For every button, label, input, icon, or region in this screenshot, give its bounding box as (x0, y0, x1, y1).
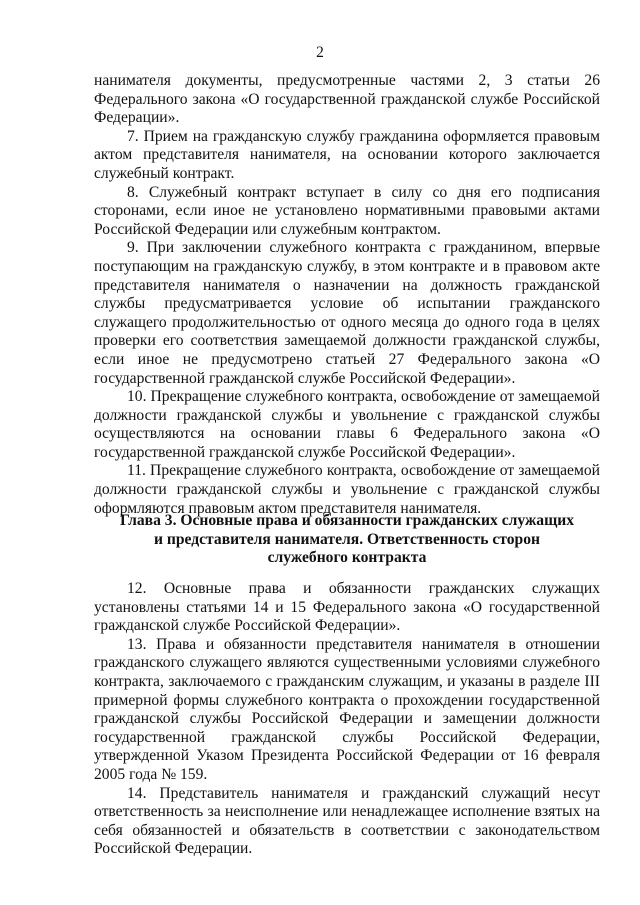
paragraph-item-12: 12. Основные права и обязанности гражданских служащих установлены статьями 14 и 15 Федерального закона «О государственной гражданской службе Российской Федерации». (94, 580, 600, 635)
paragraph-item-11: 11. Прекращение служебного контракта, освобождение от замещаемой должности гражданской службы и увольнение с гражданской службы оформляются правовым актом представителя нанимателя. (94, 462, 600, 517)
chapter-heading-line-2: и представителя нанимателя. Ответственность сторон (153, 530, 541, 548)
chapter-heading-line-1: Глава 3. Основные права и обязанности гражданских служащих (119, 512, 575, 529)
chapter-heading-line-3: служебного контракта (267, 549, 427, 567)
paragraph-item-9: 9. При заключении служебного контракта с гражданином, впервые поступающим на гражданскую службу, в этом контракте и в правовом акте представителя нанимателя о назначении на должность гражданской службы предусматривается условие об испытании гражданского служащего продолжительностью от одного месяца до одного года в целях проверки его соответствия замещаемой должности гражданской службы, если иное не предусмотрено статьей 27 Федерального закона «О государственной гражданской службе Российской Федерации». (94, 239, 600, 387)
chapter-heading (94, 512, 600, 568)
paragraph-item-10: 10. Прекращение служебного контракта, освобождение от замещаемой должности гражданской службы и увольнение с гражданской службы осуществляются на основании главы 6 Федерального закона «О государственной гражданской службе Российской Федерации». (94, 388, 600, 461)
paragraph-continuation: нанимателя документы, предусмотренные частями 2, 3 статьи 26 Федерального закона «О государственной гражданской службе Российской Федерации». (94, 72, 600, 127)
paragraph-item-13: 13. Права и обязанности представителя нанимателя в отношении гражданского служащего являются существенными условиями служебного контракта, заключаемого с гражданским служащим, и указаны в разделе III примерной формы служебного контракта о прохождении государственной гражданской службы Российской Федерации и замещении должности государственной гражданской службы Российской Федерации, утвержденной Указом Президента Российской Федерации от 16 февраля 2005 года № 159. (94, 635, 600, 783)
page-number: 2 (316, 44, 324, 61)
paragraph-item-8: 8. Служебный контракт вступает в силу со дня его подписания сторонами, если иное не установлено нормативными правовыми актами Российской Федерации или служебным контрактом. (94, 183, 600, 238)
paragraphs-after-heading (94, 580, 600, 859)
paragraph-item-7: 7. Прием на гражданскую службу гражданина оформляется правовым актом представителя нанимателя, на основании которого заключается служебный контракт. (94, 127, 600, 182)
paragraphs-before-heading (94, 72, 600, 518)
paragraph-item-14: 14. Представитель нанимателя и гражданский служащий несут ответственность за неисполнение или ненадлежащее исполнение взятых на себя обязанностей и обязательств в соответствии с законодательством Российской Федерации. (94, 784, 600, 858)
